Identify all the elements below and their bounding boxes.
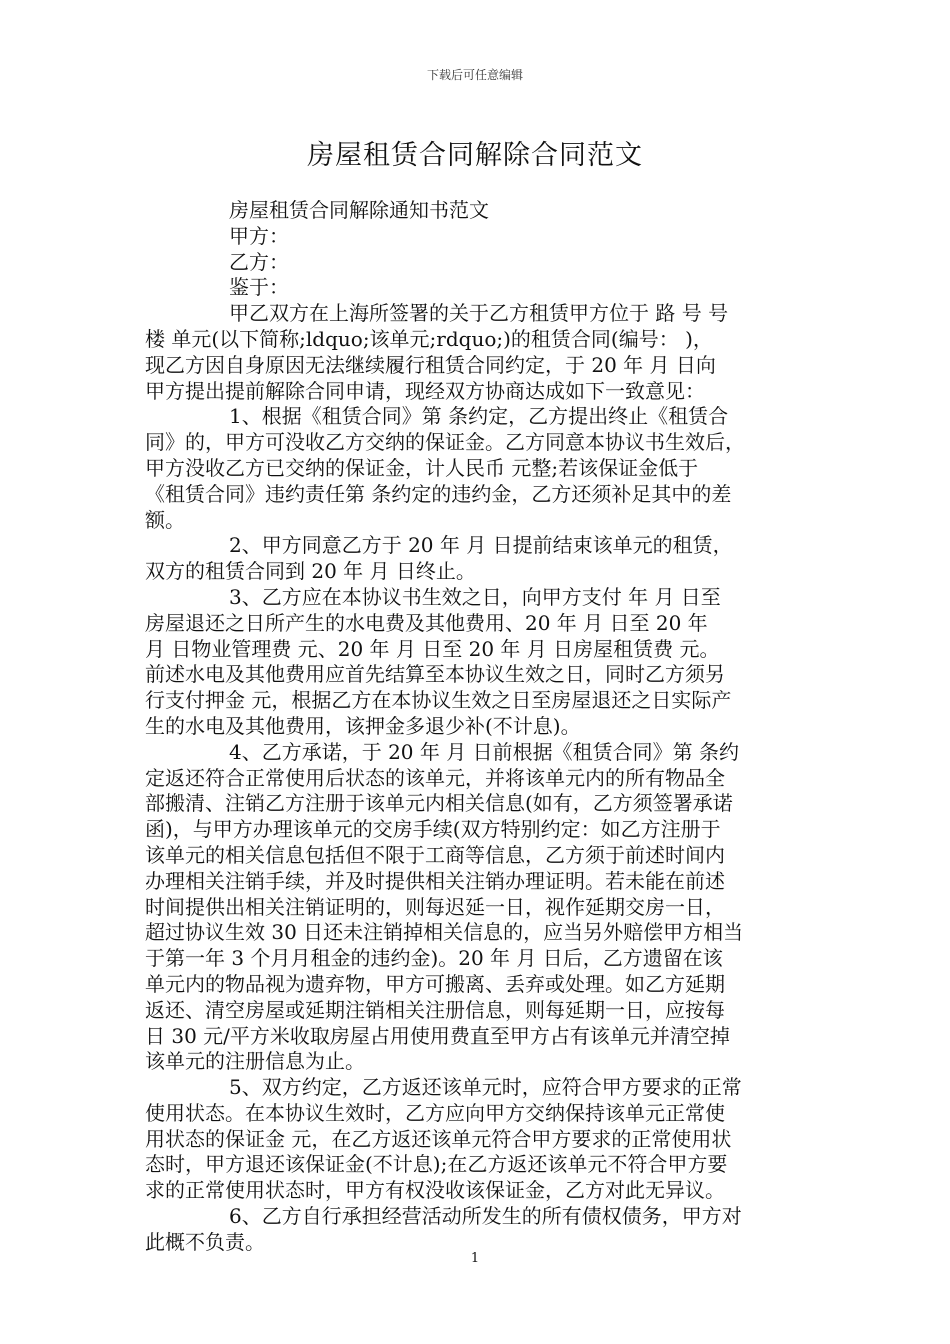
paragraph-line: 求的正常使用状态时，甲方有权没收该保证金，乙方对此无异议。 bbox=[145, 1178, 725, 1203]
paragraph-line: 于第一年 3 个月月租金的违约金)。20 年 月 日后，乙方遗留在该 bbox=[145, 946, 723, 971]
paragraph-line: 5、双方约定，乙方返还该单元时，应符合甲方要求的正常 bbox=[229, 1075, 742, 1100]
paragraph-line: 该单元的相关信息包括但不限于工商等信息，乙方须于前述时间内 bbox=[145, 842, 725, 867]
paragraph-line: 同》的，甲方可没收乙方交纳的保证金。乙方同意本协议书生效后， bbox=[145, 430, 745, 455]
intro-line: 房屋租赁合同解除通知书范文 bbox=[229, 198, 489, 222]
paragraph-list bbox=[145, 301, 805, 1255]
paragraph-line: 《租赁合同》违约责任第 条约定的违约金，乙方还须补足其中的差 bbox=[145, 481, 732, 506]
paragraph-line: 双方的租赁合同到 20 年 月 日终止。 bbox=[145, 559, 476, 584]
paragraph-line: 单元内的物品视为遗弃物，甲方可搬离、丢弃或处理。如乙方延期 bbox=[145, 971, 725, 996]
paragraph-line: 使用状态。在本协议生效时，乙方应向甲方交纳保持该单元正常使 bbox=[145, 1100, 725, 1125]
paragraph-line: 办理相关注销手续，并及时提供相关注销办理证明。若未能在前述 bbox=[145, 868, 725, 893]
intro-line: 乙方： bbox=[229, 249, 289, 274]
paragraph-line: 用状态的保证金 元，在乙方返还该单元符合甲方要求的正常使用状 bbox=[145, 1126, 732, 1151]
paragraph-line: 2、甲方同意乙方于 20 年 月 日提前结束该单元的租赁， bbox=[229, 533, 733, 558]
paragraph-line: 甲方提出提前解除合同申请，现经双方协商达成如下一致意见： bbox=[145, 378, 705, 403]
paragraph-line: 甲乙双方在上海所签署的关于乙方租赁甲方位于 路 号 号 bbox=[229, 301, 729, 326]
paragraph-line: 6、乙方自行承担经营活动所发生的所有债权债务，甲方对 bbox=[229, 1204, 742, 1229]
paragraph-line: 定返还符合正常使用后状态的该单元，并将该单元内的所有物品全 bbox=[145, 765, 725, 790]
paragraph-line: 部搬清、注销乙方注册于该单元内相关信息(如有，乙方须签署承诺 bbox=[145, 791, 733, 816]
paragraph-line: 此概不负责。 bbox=[145, 1229, 265, 1254]
paragraph-line: 1、根据《租赁合同》第 条约定，乙方提出终止《租赁合 bbox=[229, 404, 729, 429]
intro-line: 鉴于： bbox=[229, 275, 289, 300]
paragraph-line: 态时，甲方退还该保证金(不计息);在乙方返还该单元不符合甲方要 bbox=[145, 1152, 728, 1177]
paragraph-line: 房屋退还之日所产生的水电费及其他费用、20 年 月 日至 20 年 bbox=[145, 610, 708, 635]
page-number: 1 bbox=[470, 1251, 480, 1266]
paragraph-line: 4、乙方承诺，于 20 年 月 日前根据《租赁合同》第 条约 bbox=[229, 739, 739, 764]
paragraph-line: 生的水电及其他费用，该押金多退少补(不计息)。 bbox=[145, 713, 581, 738]
paragraph-line: 行支付押金 元，根据乙方在本协议生效之日至房屋退还之日实际产 bbox=[145, 688, 732, 713]
document-title: 房屋租赁合同解除合同范文 bbox=[307, 140, 643, 171]
intro-line: 甲方： bbox=[229, 223, 289, 248]
paragraph-line: 前述水电及其他费用应首先结算至本协议生效之日，同时乙方须另 bbox=[145, 662, 725, 687]
paragraph-line: 时间提供出相关注销证明的，则每迟延一日，视作延期交房一日， bbox=[145, 894, 725, 919]
paragraph-line: 甲方没收乙方已交纳的保证金，计人民币 元整;若该保证金低于 bbox=[145, 455, 699, 480]
paragraph-line: 返还、清空房屋或延期注销相关注册信息，则每延期一日，应按每 bbox=[145, 997, 725, 1022]
paragraph-line: 日 30 元/平方米收取房屋占用使用费直至甲方占有该单元并清空掉 bbox=[145, 1023, 730, 1048]
paragraph-line: 3、乙方应在本协议书生效之日，向甲方支付 年 月 日至 bbox=[229, 584, 721, 609]
paragraph-line: 该单元的注册信息为止。 bbox=[145, 1049, 365, 1074]
document-body bbox=[145, 198, 805, 1256]
paragraph-line: 月 日物业管理费 元、20 年 月 日至 20 年 月 日房屋租赁费 元。 bbox=[145, 636, 720, 661]
paragraph-line: 现乙方因自身原因无法继续履行租赁合同约定，于 20 年 月 日向 bbox=[145, 352, 716, 377]
paragraph-line: 额。 bbox=[145, 507, 185, 532]
paragraph-line: 函)，与甲方办理该单元的交房手续(双方特别约定：如乙方注册于 bbox=[145, 817, 721, 842]
paragraph-line: 楼 单元(以下简称;ldquo;该单元;rdquo;)的租赁合同(编号： )， bbox=[145, 326, 713, 351]
header-note: 下载后可任意编辑 bbox=[426, 68, 523, 82]
paragraph-line: 超过协议生效 30 日还未注销掉相关信息的，应当另外赔偿甲方相当 bbox=[145, 920, 744, 945]
